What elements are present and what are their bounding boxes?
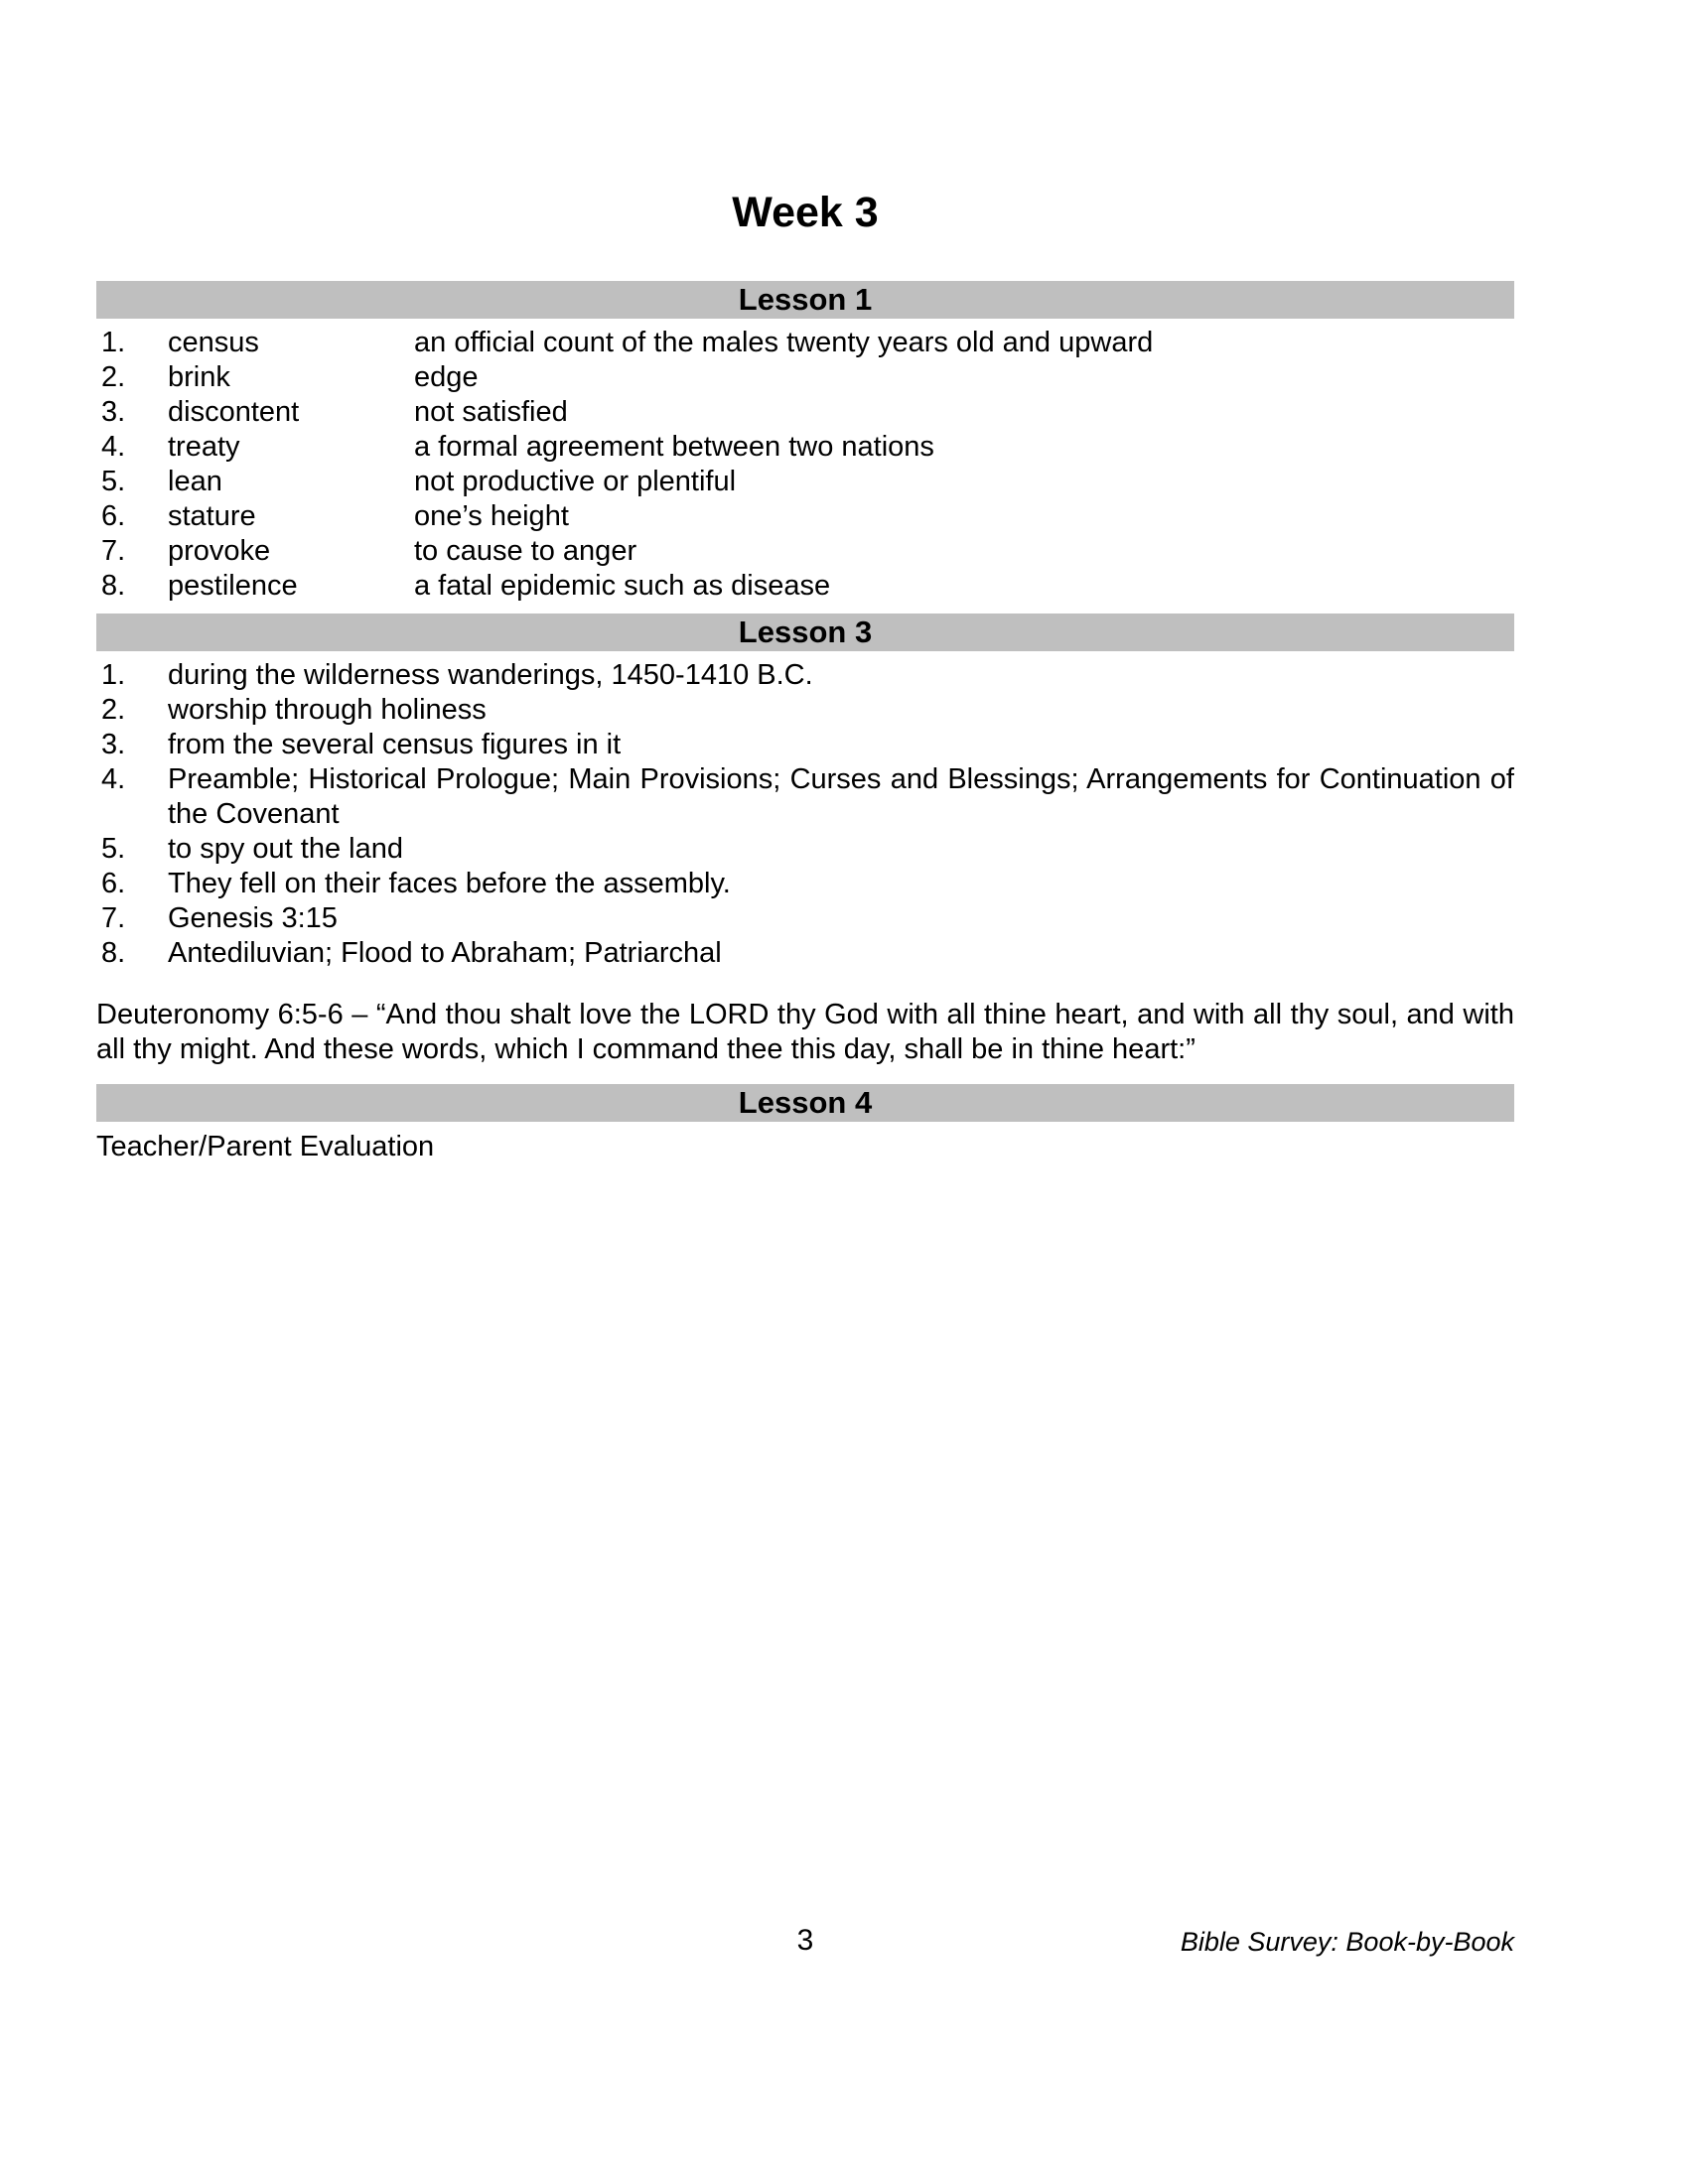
vocab-row: [96, 569, 1514, 604]
answer-row: [96, 901, 1514, 936]
answer-row: [96, 658, 1514, 693]
item-number: 5.: [101, 466, 126, 497]
vocab-term: treaty: [168, 431, 240, 463]
item-number: 7.: [101, 535, 126, 567]
item-number: 7.: [101, 902, 126, 934]
answer-text: worship through holiness: [168, 694, 487, 726]
vocab-term: provoke: [168, 535, 271, 567]
vocab-definition: not productive or plentiful: [414, 466, 737, 497]
item-number: 6.: [101, 868, 126, 899]
answer-row: [96, 762, 1514, 832]
vocab-row: [96, 465, 1514, 499]
section-header-lesson-3: Lesson 3: [96, 614, 1514, 651]
vocab-definition: not satisfied: [414, 396, 568, 428]
vocab-definition: a fatal epidemic such as disease: [414, 570, 831, 602]
vocab-row: [96, 395, 1514, 430]
item-number: 5.: [101, 833, 126, 865]
item-number: 3.: [101, 729, 126, 760]
answer-text: during the wilderness wanderings, 1450-1410 B.C.: [168, 659, 813, 691]
vocab-term: brink: [168, 361, 230, 393]
answer-row: [96, 936, 1514, 971]
answer-text: Antediluvian; Flood to Abraham; Patriarchal: [168, 937, 722, 969]
answer-row: [96, 728, 1514, 762]
vocab-term: discontent: [168, 396, 300, 428]
lesson1-answer-list: [96, 319, 1514, 604]
vocab-row: [96, 326, 1514, 360]
section-header-lesson-1: Lesson 1: [96, 281, 1514, 319]
answer-text: Genesis 3:15: [168, 902, 338, 934]
answer-row: [96, 867, 1514, 901]
vocab-term: lean: [168, 466, 222, 497]
item-number: 1.: [101, 327, 126, 358]
item-number: 4.: [101, 763, 126, 795]
vocab-term: pestilence: [168, 570, 298, 602]
answer-row: [96, 832, 1514, 867]
vocab-row: [96, 430, 1514, 465]
page-footer: [96, 1924, 1514, 1964]
answer-row: [96, 693, 1514, 728]
item-number: 2.: [101, 361, 126, 393]
page-title: Week 3: [732, 189, 879, 236]
answer-text: from the several census figures in it: [168, 729, 622, 760]
page-number: 3: [796, 1924, 814, 1957]
item-number: 1.: [101, 659, 126, 691]
answer-text: Preamble; Historical Prologue; Main Provisions; Curses and Blessings; Arrangements for Continuation of the Covenant: [168, 763, 1514, 830]
book-title-footer: Bible Survey: Book-by-Book: [1180, 1927, 1514, 1957]
item-number: 8.: [101, 937, 126, 969]
scripture-quote: Deuteronomy 6:5-6 – “And thou shalt love the LORD thy God with all thine heart, and with all thy soul, and with all thy might. And these words, which I command thee this day, shall be in thine heart:”: [96, 999, 1514, 1065]
vocab-definition: to cause to anger: [414, 535, 637, 567]
vocab-definition: a formal agreement between two nations: [414, 431, 934, 463]
lesson4-body: Teacher/Parent Evaluation: [96, 1131, 435, 1162]
item-number: 2.: [101, 694, 126, 726]
vocab-row: [96, 534, 1514, 569]
vocab-row: [96, 499, 1514, 534]
vocab-definition: an official count of the males twenty years old and upward: [414, 327, 1154, 358]
item-number: 3.: [101, 396, 126, 428]
vocab-definition: edge: [414, 361, 479, 393]
vocab-row: [96, 360, 1514, 395]
answer-text: They fell on their faces before the assembly.: [168, 868, 731, 899]
vocab-term: census: [168, 327, 259, 358]
vocab-term: stature: [168, 500, 256, 532]
lesson3-answer-list: [96, 651, 1514, 971]
item-number: 4.: [101, 431, 126, 463]
item-number: 8.: [101, 570, 126, 602]
section-header-lesson-4: Lesson 4: [96, 1084, 1514, 1122]
vocab-definition: one’s height: [414, 500, 569, 532]
item-number: 6.: [101, 500, 126, 532]
answer-text: to spy out the land: [168, 833, 403, 865]
